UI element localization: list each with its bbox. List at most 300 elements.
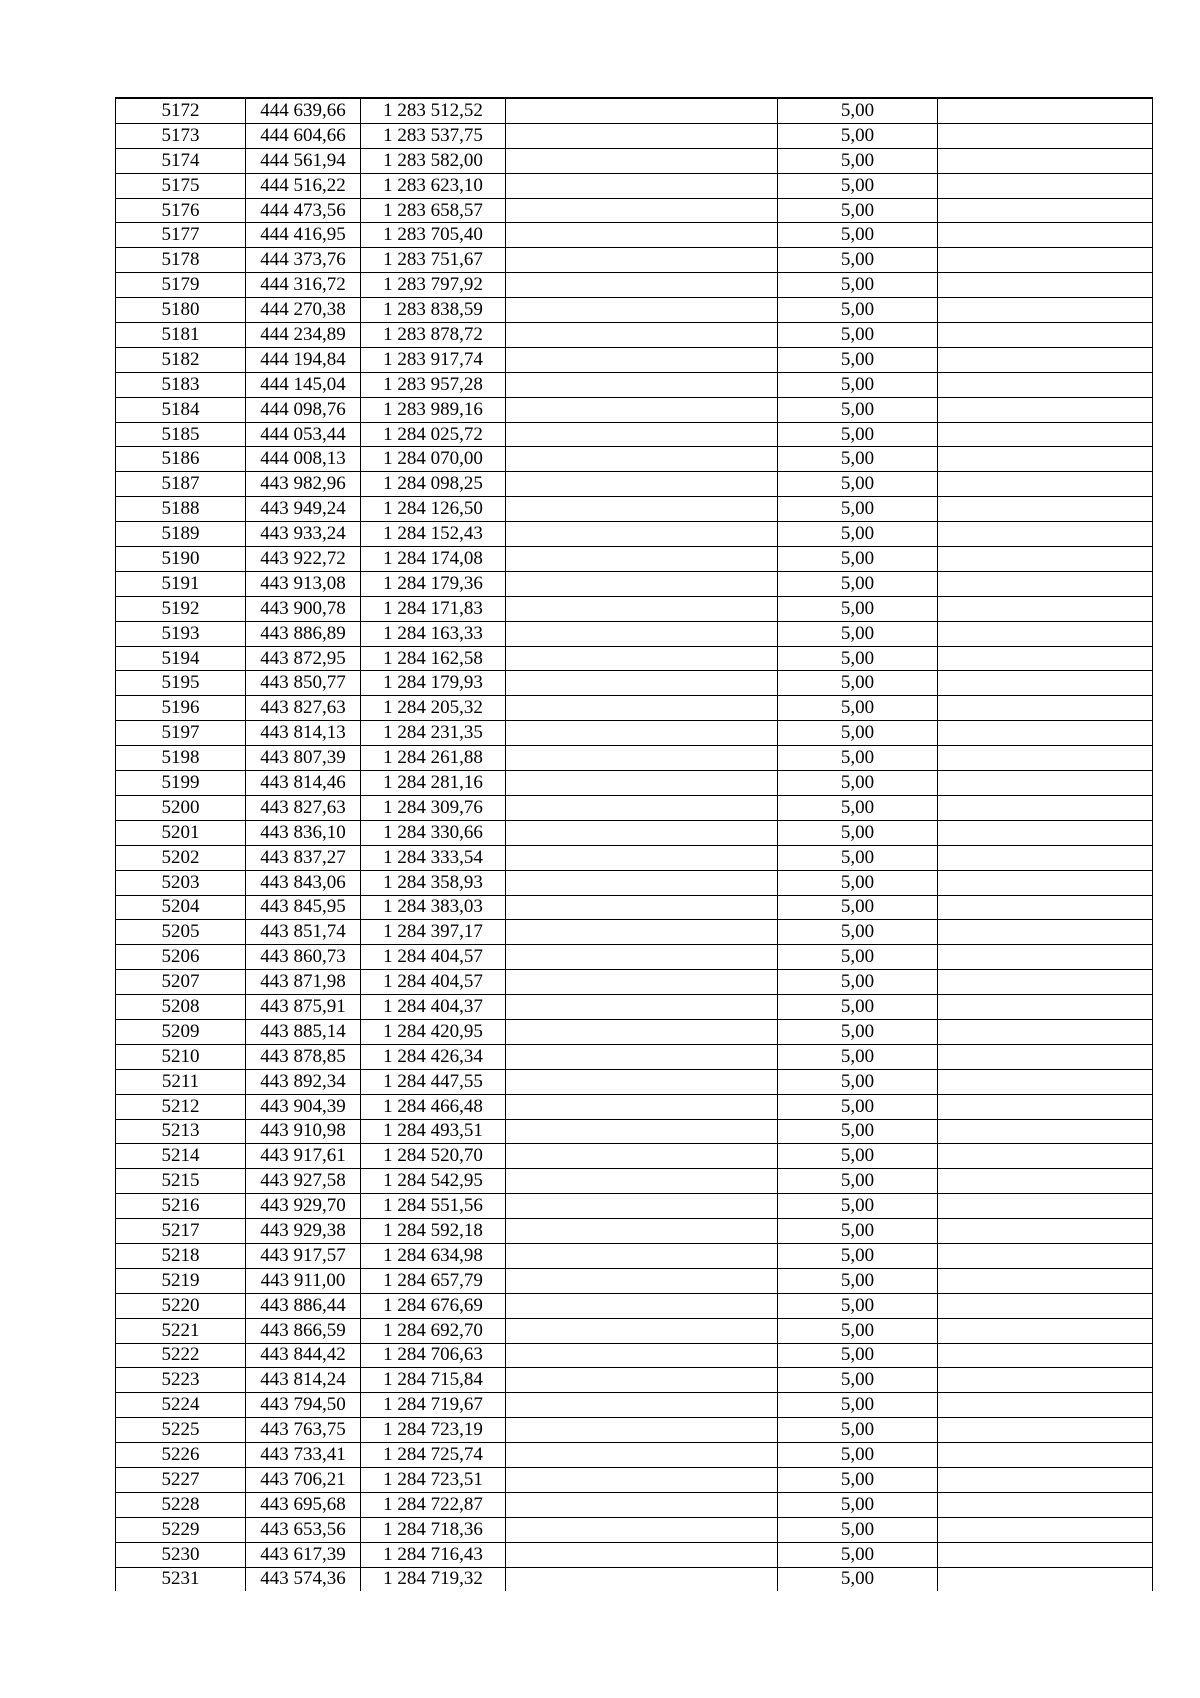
description-cell [506,298,778,323]
x-coordinate-cell: 443 910,98 [246,1119,361,1144]
accuracy-value-cell: 5,00 [778,1119,938,1144]
y-coordinate-cell: 1 284 723,51 [361,1467,506,1492]
accuracy-value-cell: 5,00 [778,1219,938,1244]
note-cell [938,1517,1153,1542]
description-cell [506,1194,778,1219]
accuracy-value-cell: 5,00 [778,273,938,298]
accuracy-value-cell: 5,00 [778,198,938,223]
x-coordinate-cell: 443 763,75 [246,1418,361,1443]
note-cell [938,621,1153,646]
y-coordinate-cell: 1 284 070,00 [361,447,506,472]
point-number-cell: 5231 [116,1567,246,1591]
point-number-cell: 5229 [116,1517,246,1542]
y-coordinate-cell: 1 284 404,57 [361,945,506,970]
table-row [116,671,1153,696]
y-coordinate-cell: 1 284 162,58 [361,646,506,671]
table-row [116,323,1153,348]
x-coordinate-cell: 443 844,42 [246,1343,361,1368]
accuracy-value-cell: 5,00 [778,746,938,771]
table-row [116,1194,1153,1219]
description-cell [506,98,778,123]
x-coordinate-cell: 444 639,66 [246,98,361,123]
description-cell [506,820,778,845]
accuracy-value-cell: 5,00 [778,920,938,945]
description-cell [506,646,778,671]
point-number-cell: 5190 [116,547,246,572]
point-number-cell: 5177 [116,223,246,248]
description-cell [506,323,778,348]
note-cell [938,845,1153,870]
y-coordinate-cell: 1 284 163,33 [361,621,506,646]
note-cell [938,298,1153,323]
accuracy-value-cell: 5,00 [778,795,938,820]
description-cell [506,721,778,746]
point-number-cell: 5183 [116,372,246,397]
accuracy-value-cell: 5,00 [778,1393,938,1418]
y-coordinate-cell: 1 284 179,93 [361,671,506,696]
description-cell [506,1069,778,1094]
y-coordinate-cell: 1 284 634,98 [361,1243,506,1268]
note-cell [938,746,1153,771]
accuracy-value-cell: 5,00 [778,372,938,397]
y-coordinate-cell: 1 284 542,95 [361,1169,506,1194]
table-row [116,372,1153,397]
description-cell [506,1368,778,1393]
x-coordinate-cell: 443 850,77 [246,671,361,696]
table-row [116,298,1153,323]
x-coordinate-cell: 444 234,89 [246,323,361,348]
note-cell [938,248,1153,273]
note-cell [938,870,1153,895]
y-coordinate-cell: 1 284 174,08 [361,547,506,572]
note-cell [938,347,1153,372]
note-cell [938,1169,1153,1194]
point-number-cell: 5222 [116,1343,246,1368]
point-number-cell: 5203 [116,870,246,895]
point-number-cell: 5217 [116,1219,246,1244]
y-coordinate-cell: 1 284 330,66 [361,820,506,845]
x-coordinate-cell: 443 695,68 [246,1492,361,1517]
table-row [116,746,1153,771]
point-number-cell: 5216 [116,1194,246,1219]
note-cell [938,1019,1153,1044]
accuracy-value-cell: 5,00 [778,447,938,472]
x-coordinate-cell: 443 875,91 [246,995,361,1020]
y-coordinate-cell: 1 284 719,32 [361,1567,506,1591]
x-coordinate-cell: 443 794,50 [246,1393,361,1418]
accuracy-value-cell: 5,00 [778,1567,938,1591]
description-cell [506,1492,778,1517]
note-cell [938,1044,1153,1069]
note-cell [938,198,1153,223]
point-number-cell: 5221 [116,1318,246,1343]
accuracy-value-cell: 5,00 [778,123,938,148]
y-coordinate-cell: 1 284 447,55 [361,1069,506,1094]
point-number-cell: 5178 [116,248,246,273]
y-coordinate-cell: 1 284 383,03 [361,895,506,920]
description-cell [506,1268,778,1293]
x-coordinate-cell: 443 706,21 [246,1467,361,1492]
y-coordinate-cell: 1 284 520,70 [361,1144,506,1169]
description-cell [506,771,778,796]
table-row [116,621,1153,646]
accuracy-value-cell: 5,00 [778,422,938,447]
description-cell [506,920,778,945]
y-coordinate-cell: 1 283 797,92 [361,273,506,298]
description-cell [506,547,778,572]
note-cell [938,1144,1153,1169]
description-cell [506,746,778,771]
description-cell [506,123,778,148]
point-number-cell: 5218 [116,1243,246,1268]
description-cell [506,372,778,397]
description-cell [506,347,778,372]
table-row [116,1418,1153,1443]
point-number-cell: 5198 [116,746,246,771]
x-coordinate-cell: 443 860,73 [246,945,361,970]
note-cell [938,173,1153,198]
x-coordinate-cell: 443 927,58 [246,1169,361,1194]
description-cell [506,1393,778,1418]
x-coordinate-cell: 443 892,34 [246,1069,361,1094]
x-coordinate-cell: 443 871,98 [246,970,361,995]
note-cell [938,497,1153,522]
note-cell [938,1194,1153,1219]
description-cell [506,1169,778,1194]
accuracy-value-cell: 5,00 [778,1293,938,1318]
y-coordinate-cell: 1 283 989,16 [361,397,506,422]
accuracy-value-cell: 5,00 [778,870,938,895]
accuracy-value-cell: 5,00 [778,347,938,372]
note-cell [938,323,1153,348]
x-coordinate-cell: 444 373,76 [246,248,361,273]
y-coordinate-cell: 1 284 706,63 [361,1343,506,1368]
accuracy-value-cell: 5,00 [778,1343,938,1368]
table-row [116,1467,1153,1492]
point-number-cell: 5186 [116,447,246,472]
y-coordinate-cell: 1 284 281,16 [361,771,506,796]
description-cell [506,472,778,497]
table-row [116,1368,1153,1393]
y-coordinate-cell: 1 283 582,00 [361,148,506,173]
table-row [116,895,1153,920]
description-cell [506,1094,778,1119]
x-coordinate-cell: 443 827,63 [246,795,361,820]
note-cell [938,422,1153,447]
note-cell [938,1094,1153,1119]
accuracy-value-cell: 5,00 [778,845,938,870]
description-cell [506,1443,778,1468]
table-row [116,945,1153,970]
description-cell [506,1293,778,1318]
accuracy-value-cell: 5,00 [778,646,938,671]
accuracy-value-cell: 5,00 [778,1492,938,1517]
description-cell [506,1517,778,1542]
y-coordinate-cell: 1 284 205,32 [361,696,506,721]
note-cell [938,671,1153,696]
description-cell [506,795,778,820]
y-coordinate-cell: 1 284 716,43 [361,1542,506,1567]
description-cell [506,447,778,472]
table-row [116,1069,1153,1094]
description-cell [506,571,778,596]
y-coordinate-cell: 1 284 309,76 [361,795,506,820]
description-cell [506,671,778,696]
accuracy-value-cell: 5,00 [778,298,938,323]
point-number-cell: 5196 [116,696,246,721]
description-cell [506,970,778,995]
table-row [116,920,1153,945]
y-coordinate-cell: 1 284 723,19 [361,1418,506,1443]
note-cell [938,372,1153,397]
note-cell [938,795,1153,820]
y-coordinate-cell: 1 284 551,56 [361,1194,506,1219]
table-row [116,771,1153,796]
note-cell [938,397,1153,422]
x-coordinate-cell: 443 827,63 [246,696,361,721]
point-number-cell: 5224 [116,1393,246,1418]
y-coordinate-cell: 1 284 152,43 [361,522,506,547]
point-number-cell: 5187 [116,472,246,497]
y-coordinate-cell: 1 284 098,25 [361,472,506,497]
accuracy-value-cell: 5,00 [778,596,938,621]
description-cell [506,1243,778,1268]
x-coordinate-cell: 444 316,72 [246,273,361,298]
x-coordinate-cell: 444 145,04 [246,372,361,397]
x-coordinate-cell: 443 929,38 [246,1219,361,1244]
point-number-cell: 5192 [116,596,246,621]
point-number-cell: 5213 [116,1119,246,1144]
table-row [116,1094,1153,1119]
description-cell [506,870,778,895]
note-cell [938,895,1153,920]
x-coordinate-cell: 443 913,08 [246,571,361,596]
table-row [116,721,1153,746]
point-number-cell: 5207 [116,970,246,995]
accuracy-value-cell: 5,00 [778,970,938,995]
description-cell [506,596,778,621]
x-coordinate-cell: 443 917,61 [246,1144,361,1169]
accuracy-value-cell: 5,00 [778,522,938,547]
x-coordinate-cell: 443 653,56 [246,1517,361,1542]
note-cell [938,1069,1153,1094]
y-coordinate-cell: 1 283 878,72 [361,323,506,348]
table-row [116,1517,1153,1542]
table-row [116,1268,1153,1293]
point-number-cell: 5195 [116,671,246,696]
note-cell [938,1293,1153,1318]
accuracy-value-cell: 5,00 [778,721,938,746]
y-coordinate-cell: 1 284 466,48 [361,1094,506,1119]
accuracy-value-cell: 5,00 [778,771,938,796]
note-cell [938,447,1153,472]
y-coordinate-cell: 1 284 404,37 [361,995,506,1020]
point-number-cell: 5185 [116,422,246,447]
x-coordinate-cell: 443 900,78 [246,596,361,621]
y-coordinate-cell: 1 283 705,40 [361,223,506,248]
x-coordinate-cell: 443 904,39 [246,1094,361,1119]
x-coordinate-cell: 443 814,46 [246,771,361,796]
point-number-cell: 5191 [116,571,246,596]
accuracy-value-cell: 5,00 [778,671,938,696]
description-cell [506,1542,778,1567]
description-cell [506,1219,778,1244]
accuracy-value-cell: 5,00 [778,98,938,123]
x-coordinate-cell: 443 911,00 [246,1268,361,1293]
description-cell [506,1044,778,1069]
note-cell [938,920,1153,945]
x-coordinate-cell: 443 878,85 [246,1044,361,1069]
note-cell [938,1219,1153,1244]
table-row [116,522,1153,547]
point-number-cell: 5193 [116,621,246,646]
table-row [116,1443,1153,1468]
note-cell [938,522,1153,547]
accuracy-value-cell: 5,00 [778,1268,938,1293]
point-number-cell: 5199 [116,771,246,796]
x-coordinate-cell: 443 814,13 [246,721,361,746]
table-row [116,696,1153,721]
point-number-cell: 5223 [116,1368,246,1393]
note-cell [938,148,1153,173]
x-coordinate-cell: 444 053,44 [246,422,361,447]
x-coordinate-cell: 444 008,13 [246,447,361,472]
note-cell [938,696,1153,721]
note-cell [938,1567,1153,1591]
x-coordinate-cell: 443 885,14 [246,1019,361,1044]
x-coordinate-cell: 443 836,10 [246,820,361,845]
point-number-cell: 5194 [116,646,246,671]
x-coordinate-cell: 443 886,44 [246,1293,361,1318]
accuracy-value-cell: 5,00 [778,1094,938,1119]
table-row [116,1393,1153,1418]
accuracy-value-cell: 5,00 [778,223,938,248]
point-number-cell: 5214 [116,1144,246,1169]
x-coordinate-cell: 443 886,89 [246,621,361,646]
accuracy-value-cell: 5,00 [778,945,938,970]
x-coordinate-cell: 443 872,95 [246,646,361,671]
point-number-cell: 5201 [116,820,246,845]
note-cell [938,945,1153,970]
x-coordinate-cell: 444 098,76 [246,397,361,422]
description-cell [506,1567,778,1591]
description-cell [506,1144,778,1169]
x-coordinate-cell: 443 845,95 [246,895,361,920]
y-coordinate-cell: 1 283 512,52 [361,98,506,123]
y-coordinate-cell: 1 284 426,34 [361,1044,506,1069]
y-coordinate-cell: 1 284 722,87 [361,1492,506,1517]
accuracy-value-cell: 5,00 [778,820,938,845]
accuracy-value-cell: 5,00 [778,1044,938,1069]
description-cell [506,497,778,522]
y-coordinate-cell: 1 283 658,57 [361,198,506,223]
note-cell [938,1467,1153,1492]
y-coordinate-cell: 1 283 917,74 [361,347,506,372]
accuracy-value-cell: 5,00 [778,1194,938,1219]
y-coordinate-cell: 1 284 657,79 [361,1268,506,1293]
y-coordinate-cell: 1 284 179,36 [361,571,506,596]
x-coordinate-cell: 444 270,38 [246,298,361,323]
x-coordinate-cell: 443 733,41 [246,1443,361,1468]
point-number-cell: 5173 [116,123,246,148]
accuracy-value-cell: 5,00 [778,248,938,273]
table-row [116,820,1153,845]
table-row [116,397,1153,422]
note-cell [938,646,1153,671]
y-coordinate-cell: 1 284 718,36 [361,1517,506,1542]
description-cell [506,1119,778,1144]
y-coordinate-cell: 1 284 676,69 [361,1293,506,1318]
note-cell [938,820,1153,845]
accuracy-value-cell: 5,00 [778,1169,938,1194]
y-coordinate-cell: 1 284 592,18 [361,1219,506,1244]
table-row [116,845,1153,870]
coordinates-table [115,97,1153,1591]
note-cell [938,571,1153,596]
description-cell [506,895,778,920]
note-cell [938,223,1153,248]
table-row [116,1318,1153,1343]
accuracy-value-cell: 5,00 [778,1368,938,1393]
accuracy-value-cell: 5,00 [778,1542,938,1567]
point-number-cell: 5176 [116,198,246,223]
note-cell [938,547,1153,572]
accuracy-value-cell: 5,00 [778,173,938,198]
point-number-cell: 5184 [116,397,246,422]
table-row [116,273,1153,298]
point-number-cell: 5228 [116,1492,246,1517]
point-number-cell: 5211 [116,1069,246,1094]
table-row [116,1243,1153,1268]
x-coordinate-cell: 443 814,24 [246,1368,361,1393]
description-cell [506,995,778,1020]
point-number-cell: 5200 [116,795,246,820]
x-coordinate-cell: 443 933,24 [246,522,361,547]
accuracy-value-cell: 5,00 [778,1418,938,1443]
point-number-cell: 5181 [116,323,246,348]
accuracy-value-cell: 5,00 [778,995,938,1020]
note-cell [938,1318,1153,1343]
accuracy-value-cell: 5,00 [778,323,938,348]
x-coordinate-cell: 443 922,72 [246,547,361,572]
note-cell [938,98,1153,123]
note-cell [938,970,1153,995]
x-coordinate-cell: 443 917,57 [246,1243,361,1268]
description-cell [506,198,778,223]
y-coordinate-cell: 1 284 715,84 [361,1368,506,1393]
y-coordinate-cell: 1 284 493,51 [361,1119,506,1144]
table-row [116,1542,1153,1567]
point-number-cell: 5215 [116,1169,246,1194]
point-number-cell: 5189 [116,522,246,547]
x-coordinate-cell: 443 617,39 [246,1542,361,1567]
table-row [116,173,1153,198]
table-row [116,1219,1153,1244]
point-number-cell: 5209 [116,1019,246,1044]
y-coordinate-cell: 1 284 261,88 [361,746,506,771]
point-number-cell: 5227 [116,1467,246,1492]
accuracy-value-cell: 5,00 [778,621,938,646]
accuracy-value-cell: 5,00 [778,1144,938,1169]
point-number-cell: 5175 [116,173,246,198]
description-cell [506,945,778,970]
description-cell [506,223,778,248]
table-row [116,198,1153,223]
description-cell [506,845,778,870]
x-coordinate-cell: 443 982,96 [246,472,361,497]
y-coordinate-cell: 1 284 692,70 [361,1318,506,1343]
description-cell [506,696,778,721]
